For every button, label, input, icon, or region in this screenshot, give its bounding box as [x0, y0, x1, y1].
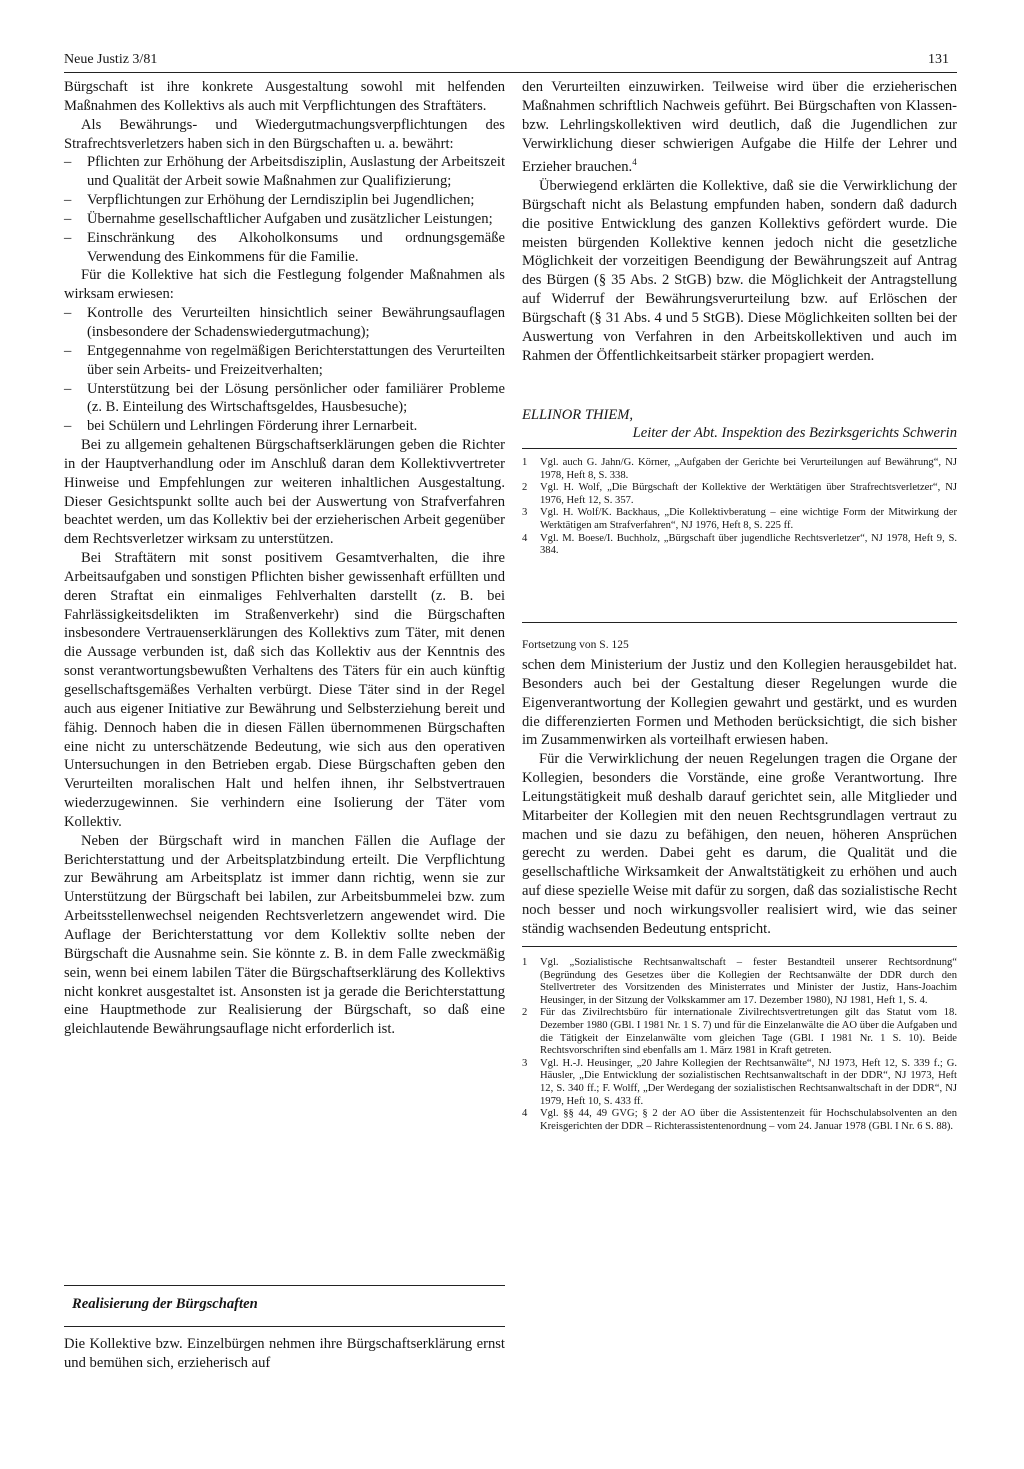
list-item: – Pflichten zur Erhöhung der Arbeitsdisziplin, Auslastung der Arbeitszeit und Qualität der Arbeit sowie Maßnahmen zur Qualifizierung;: [64, 154, 505, 190]
list-item: – Unterstützung bei der Lösung persönlicher oder familiärer Probleme (z. B. Einteilung des Wirtschaftsgeldes, Hausbesuche);: [64, 380, 505, 416]
author-title: Leiter der Abt. Inspektion des Bezirksgerichts Schwerin: [632, 425, 957, 441]
right-column-top: [522, 78, 957, 366]
dash-marker: –: [64, 192, 72, 209]
list-item: – Entgegennahme von regelmäßigen Berichterstattungen des Verurteilten über sein Arbeits- und Freizeitverhalten;: [64, 342, 505, 378]
obligations-list: [64, 153, 505, 266]
footnotes-article: [522, 457, 957, 558]
paragraph: Für die Kollektive hat sich die Festlegung folgender Maßnahmen als wirksam erwiesen:: [64, 267, 505, 303]
section-rule-top: [64, 1285, 505, 1286]
list-item: – Kontrolle des Verurteilten hinsichtlich seiner Bewährungsauflagen (insbesondere der Schadenswiedergutmachung);: [64, 305, 505, 340]
footnote: 1 Vgl. „Sozialistische Rechtsanwaltschaft – fester Bestandteil unserer Rechtsordnung“ (Begründung des Gesetzes über die Kollegien der Rechtsanwälte der DDR durch den Stellvertreter des Vorsitzenden des Ministerrates und Minister der Justiz, Hans-Joachim Heusinger, in der Sitzung der Volkskammer am 17. Dezember 1980), NJ 1981, Heft 1, S. 4.: [522, 957, 957, 1006]
dash-marker: –: [64, 380, 72, 397]
paragraph: Neben der Bürgschaft wird in manchen Fällen die Auflage der Berichterstattung und der Arbeitsplatzbindung erteilt. Die Verpflichtung zur Bewährung am Arbeitsplatz ist immer dann richtig, wenn sie zur Unterstützung der Bürgschaft bei labilen, zur Arbeitsbummelei bzw. zum Arbeitsstellenwechsel neigenden Rechtsverletzern angewendet wird. Die Auflage der Berichterstattung vor dem Kollektiv sollte neben der Bürgschaft die Ausnahme sein. Sie könnte z. B. in dem Falle zweckmäßig sein, wenn bei einem labilen Täter die Bürgschaftserklärung des Kollektivs nicht konkret ausgestaltet ist. Ansonsten ist ja gerade die Berichterstattung eine Hauptmethode zur Realisierung der Bürgschaft, so daß eine gleichlautende Bewährungsauflage nicht erforderlich ist.: [64, 832, 505, 1038]
author-name: ELLINOR THIEM,: [522, 407, 634, 423]
list-item: – Verpflichtungen zur Erhöhung der Lerndisziplin bei Jugendlichen;: [64, 192, 475, 209]
paragraph: den Verurteilten einzuwirken. Teilweise wird über die erzieherischen Maßnahmen schriftlich Nachweis geführt. Bei Bürgschaften von Klassen- bzw. Lehrlingskollektiven wird deutlich, daß die Jugendlichen zur Verwirklichung dieser schwierigen Aufgabe die Hilfe der Lehrer und Erzieher brauchen.$^4$: [522, 79, 957, 176]
left-column-closing: [64, 1335, 505, 1373]
paragraph: Als Bewährungs- und Wiedergutmachungsverpflichtungen des Strafrechtsverletzers haben sich in den Bürgschaften u. a. bewährt:: [64, 116, 505, 152]
footnote: 1 Vgl. auch G. Jahn/G. Körner, „Aufgaben der Gerichte bei Verurteilungen auf Bewährung“, NJ 1978, Heft 8, S. 338.: [522, 457, 957, 481]
section-rule-bottom: [64, 1326, 505, 1327]
page-number: 131: [928, 52, 949, 67]
left-column: [64, 78, 505, 1039]
list-item: – Übernahme gesellschaftlicher Aufgaben und zusätzlicher Leistungen;: [64, 210, 493, 227]
footnote: 2 Vgl. H. Wolf, „Die Bürgschaft der Kollektive der Werktätigen über Strafrechtsverletzer“, NJ 1976, Heft 12, S. 357.: [522, 482, 957, 506]
footnote: 3 Vgl. H.-J. Heusinger, „20 Jahre Kollegien der Rechtsanwälte“, NJ 1973, Heft 12, S. 339 f.; G. Häusler, „Die Entwicklung der sozialistischen Rechtsanwaltschaft in der DDR“, NJ 1973, Heft 12, S. 340 ff.; F. Wolff, „Der Werdegang der sozialistischen Rechtsanwaltschaft in der DDR“, NJ 1979, Heft 10, S. 433 ff.: [522, 1057, 957, 1107]
footnotes-continued: [522, 957, 957, 1133]
dash-marker: –: [64, 342, 72, 359]
dash-marker: –: [64, 418, 72, 435]
measures-list: [64, 304, 505, 436]
footnote-rule: [522, 946, 957, 947]
paragraph: Bürgschaft ist ihre konkrete Ausgestaltung sowohl mit helfenden Maßnahmen des Kollektivs als auch mit Verpflichtungen des Straftäters.: [64, 79, 505, 114]
paragraph: Für die Verwirklichung der neuen Regelungen tragen die Organe der Kollegien, besonders die Vorstände, eine große Verantwortung. Ihre Leitungstätigkeit muß deshalb darauf gerichtet sein, alle Mitglieder und Mitarbeiter der Kollegien mit den neuen Rechtsgrundlagen vertraut zu machen und sie dazu zu befähigen, den neuen, höheren Ansprüchen gerecht zu werden. Dabei geht es darum, die Qualität und die gesellschaftliche Wirksamkeit der Anwaltstätigkeit zu erhöhen und auch auf diese spezielle Weise mit dafür zu sorgen, daß das sozialistische Recht noch besser und noch wirkungsvoller realisiert wird, wie das seiner ständig wachsenden Bedeutung entspricht.: [522, 751, 957, 937]
footnote: 2 Für das Zivilrechtsbüro für internationale Zivilrechtsvertretungen gilt das Statut vom 18. Dezember 1980 (GBl. I 1981 Nr. 1 S. 7) und für die Einzelanwälte die AO über die Aufgaben und die Tätigkeit der Einzelanwälte vom gleichen Tage (GBl. I 1981 Nr. 1 S. 10). Beide Rechtsvorschriften sind ebenfalls am 1. März 1981 in Kraft getreten.: [522, 1007, 957, 1057]
footnote-ref: 4: [632, 157, 637, 168]
section-heading: Realisierung der Bürgschaften: [72, 1296, 258, 1312]
dash-marker: –: [64, 210, 72, 227]
dash-marker: –: [64, 305, 72, 322]
paragraph: Bei Straftätern mit sonst positivem Gesamtverhalten, die ihre Arbeitsaufgaben und sonstigen Pflichten bisher gewissenhaft erfüllten und deren Straftat ein einmaliges Fehlverhalten darstellt (z. B. bei Fahrlässigkeitsdelikten im Straßenverkehr) sind die Bürgschaften insbesondere Vertrauenserklärungen des Kollektivs zum Täter, mit denen die Aussage verbunden ist, daß sich das Kollektiv aus der Kenntnis des sonst verantwortungsbewußten Verhaltens des Täters für ein auch künftig gesellschaftsgemäßes Verhalten verbürgt. Diese Täter sind in der Regel auch aus eigener Initiative zur Bewährung und Selbsterziehung bereit und fähig. Dennoch haben die in diesen Fällen übernommenen Bürgschaften eine nicht zu unterschätzende Bedeutung, wie sich aus den operativen Untersuchungen in den Betrieben ergab. Diese Bürgschaften geben den Verurteilten moralischen Halt und helfen ihnen, ihr Selbstvertrauen wiederzugewinnen. Sie verhindern eine Isolierung der Täter vom Kollektiv.: [64, 550, 505, 830]
continuation-rule: [522, 622, 957, 623]
paragraph: Die Kollektive bzw. Einzelbürgen nehmen ihre Bürgschaftserklärung ernst und bemühen sich, erzieherisch auf: [64, 1336, 505, 1371]
paragraph: Überwiegend erklärten die Kollektive, daß sie die Verwirklichung der Bürgschaft nicht als Belastung empfunden haben, sondern daß dadurch die positive Entwicklung des ganzen Kollektivs gefördert wurde. Die meisten bürgenden Kollektive kennen jedoch nicht die gesetzliche Möglichkeit der vorzeitigen Beendigung der Bewährungszeit auf Antrag des Bürgen (§ 35 Abs. 2 StGB) bzw. die Möglichkeit der Antragstellung auf Widerruf der Bewährungsverurteilung bzw. auf Erlöschen der Bürgschaft (§ 31 Abs. 4 und 5 StGB). Diese Möglichkeiten sollten bei der Auswertung von Verfahren in den Arbeitskollektiven und auch im Rahmen der Öffentlichkeitsarbeit stärker propagiert werden.: [522, 178, 957, 364]
footnote: 4 Vgl. M. Boese/I. Buchholz, „Bürgschaft über jugendliche Rechtsverletzer“, NJ 1978, Heft 9, S. 384.: [522, 532, 957, 557]
footnote: 3 Vgl. H. Wolf/K. Backhaus, „Die Kollektivberatung – eine wichtige Form der Mitwirkung der Werktätigen am Strafverfahren“, NJ 1976, Heft 8, S. 225 ff.: [522, 507, 957, 531]
journal-title: Neue Justiz 3/81: [64, 52, 158, 67]
list-item: – bei Schülern und Lehrlingen Förderung ihrer Lernarbeit.: [64, 418, 418, 435]
footnote: 4 Vgl. §§ 44, 49 GVG; § 2 der AO über die Assistentenzeit für Hochschulabsolventen an den Kreisgerichten der DDR – Richterassistentenordnung – vom 24. Januar 1978 (GBl. I Nr. 6 S. 88).: [522, 1108, 957, 1132]
header-rule: [64, 72, 957, 73]
footnote-rule: [522, 448, 957, 449]
list-item: – Einschränkung des Alkoholkonsums und ordnungsgemäße Verwendung des Einkommens für die Familie.: [64, 229, 505, 265]
continuation-note: Fortsetzung von S. 125: [522, 639, 629, 651]
paragraph: schen dem Ministerium der Justiz und den Kollegien herausgebildet hat. Besonders auch bei der Gestaltung dieser Regelungen wurde die Eigenverantwortung der Kollegien gewahrt und gestärkt, und es wurden die differenzierten Formen und Methoden berücksichtigt, die sich bisher im Zusammenwirken als vorteilhaft erwiesen haben.: [522, 657, 957, 749]
dash-marker: –: [64, 154, 72, 171]
dash-marker: –: [64, 229, 72, 246]
right-column-continued: [522, 656, 957, 939]
paragraph: Bei zu allgemein gehaltenen Bürgschaftserklärungen geben die Richter in der Hauptverhandlung oder im Anschluß daran dem Kollektivvertreter Hinweise und Empfehlungen zur weiteren inhaltlichen Ausgestaltung. Dieser Gesichtspunkt sollte auch bei der Auswertung von Strafverfahren beachtet werden, um das Kollektiv bei der erzieherischen Arbeit gegenüber dem Rechtsverletzer wirksam zu unterstützen.: [64, 437, 505, 548]
